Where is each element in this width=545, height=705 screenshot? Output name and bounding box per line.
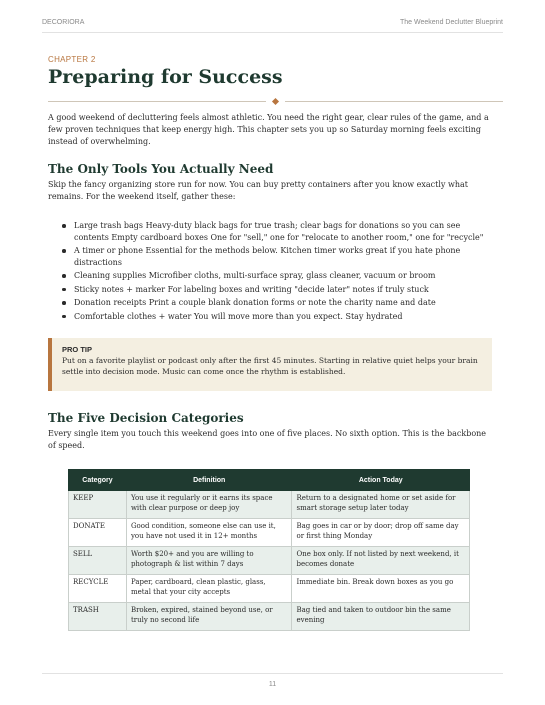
column-header-definition: Definition [126, 470, 292, 491]
list-item [62, 297, 494, 309]
bullet-icon [62, 288, 66, 292]
table-cell-action: One box only. If not listed by next weekend, it becomes donate [292, 547, 470, 575]
book-title: The Weekend Declutter Blueprint [400, 18, 503, 26]
table-cell-definition: Broken, expired, stained beyond use, or truly no second life [126, 603, 292, 631]
pro-tip-text: Put on a favorite playlist or podcast only after the first 45 minutes. Starting in relative quiet helps your brain settle into decision mode. Music can come once the rhythm is established. [62, 356, 478, 376]
divider-line-left [48, 101, 266, 102]
list-item [62, 284, 494, 296]
table-cell-category: TRASH [69, 603, 127, 631]
table-cell-category: KEEP [69, 491, 127, 519]
table-row [69, 491, 470, 519]
list-item-text: A timer or phone Essential for the methods below. Kitchen timer works great if you hate phone distractions [74, 246, 461, 267]
list-item-text: Comfortable clothes + water You will move more than you expect. Stay hydrated [74, 311, 403, 321]
chapter-label: CHAPTER 2 [48, 55, 96, 64]
list-item-text: Cleaning supplies Microfiber cloths, multi-surface spray, glass cleaner, vacuum or broom [74, 271, 436, 281]
bullet-icon [62, 224, 66, 228]
chapter-title: Preparing for Success [48, 66, 283, 88]
table-row [69, 603, 470, 631]
page-number: 11 [268, 681, 277, 688]
diamond-ornament-icon [272, 98, 279, 105]
bullet-icon [62, 315, 66, 319]
categories-intro: Every single item you touch this weekend goes into one of five places. No sixth option. This is the backbone of speed. [48, 429, 487, 450]
table-cell-category: DONATE [69, 519, 127, 547]
table-cell-definition: Paper, cardboard, clean plastic, glass, metal that your city accepts [126, 575, 292, 603]
table-cell-action: Bag goes in car or by door; drop off same day or first thing Monday [292, 519, 470, 547]
running-header [42, 14, 503, 30]
column-header-category: Category [69, 470, 127, 491]
tools-list [62, 220, 494, 324]
chapter-intro: A good weekend of decluttering feels almost athletic. You need the right gear, clear rules of the game, and a few proven techniques that keep energy high. This chapter sets you up so Saturday morning feels exciting instead of overwhelming. [48, 113, 489, 146]
divider-line-right [285, 101, 503, 102]
table-header-row [69, 470, 470, 491]
table-cell-definition: Good condition, someone else can use it, you have not used it in 12+ months [126, 519, 292, 547]
table-row [69, 547, 470, 575]
table-cell-definition: You use it regularly or it earns its space with clear purpose or deep joy [126, 491, 292, 519]
table-cell-action: Return to a designated home or set aside for smart storage setup later today [292, 491, 470, 519]
table-row [69, 519, 470, 547]
column-header-action: Action Today [292, 470, 470, 491]
list-item [62, 245, 494, 269]
list-item-text: Donation receipts Print a couple blank donation forms or note the charity name and date [74, 298, 436, 308]
list-item [62, 220, 494, 244]
pro-tip-label: PRO TIP [62, 345, 93, 354]
ornamental-divider [48, 99, 503, 105]
list-item [62, 311, 494, 323]
tools-intro: Skip the fancy organizing store run for now. You can buy pretty containers after you know exactly what remains. For the weekend itself, gather these: [48, 180, 468, 201]
bullet-icon [62, 249, 66, 253]
bullet-icon [62, 274, 66, 278]
list-item-text: Large trash bags Heavy-duty black bags for true trash; clear bags for donations so you can see contents Empty cardboard boxes One for "sell," one for "relocate to another room," one for "recycle" [74, 221, 484, 242]
table-cell-action: Immediate bin. Break down boxes as you go [292, 575, 470, 603]
footer-rule [42, 673, 503, 674]
pro-tip-callout [48, 338, 492, 391]
decision-categories-table [68, 469, 470, 631]
header-rule [42, 32, 503, 33]
table-row [69, 575, 470, 603]
brand-name: DECORIORA [42, 18, 85, 26]
table-cell-definition: Worth $20+ and you are willing to photograph & list within 7 days [126, 547, 292, 575]
list-item [62, 270, 494, 282]
tools-heading: The Only Tools You Actually Need [48, 162, 274, 176]
bullet-icon [62, 301, 66, 305]
table-cell-category: SELL [69, 547, 127, 575]
table-cell-action: Bag tied and taken to outdoor bin the same evening [292, 603, 470, 631]
categories-heading: The Five Decision Categories [48, 411, 244, 425]
list-item-text: Sticky notes + marker For labeling boxes and writing "decide later" notes if truly stuck [74, 284, 429, 294]
table-cell-category: RECYCLE [69, 575, 127, 603]
